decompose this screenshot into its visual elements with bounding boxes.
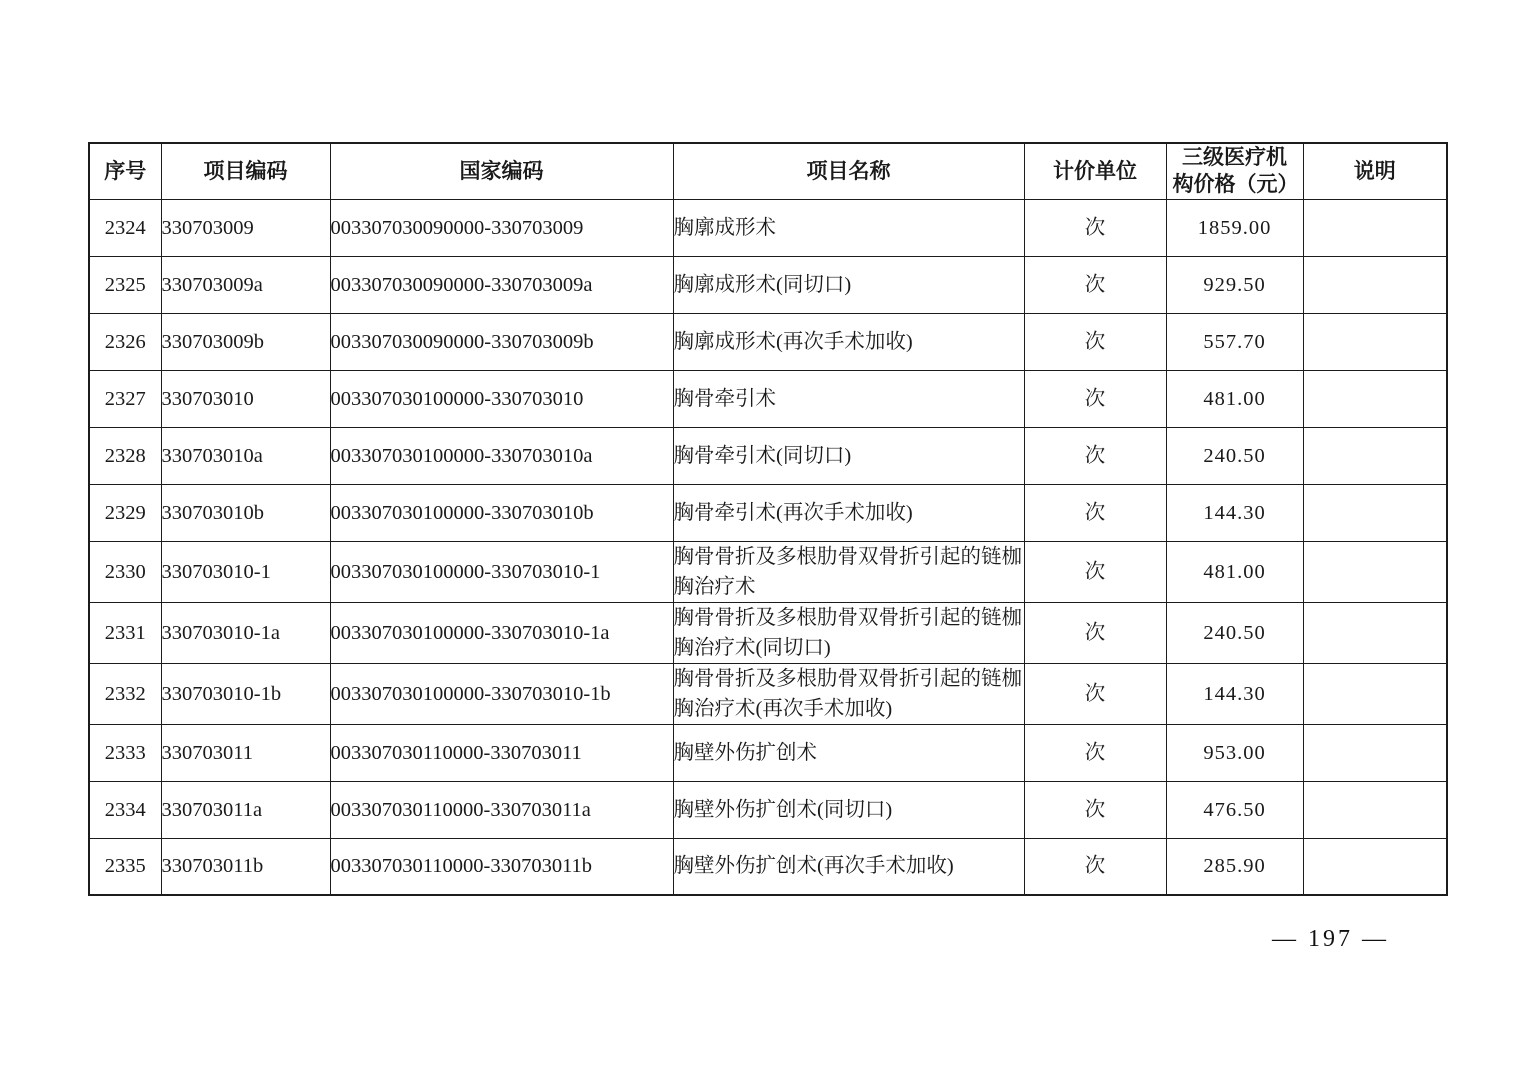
cell-national_code: 003307030090000-330703009: [330, 199, 673, 256]
cell-serial: 2327: [89, 370, 161, 427]
cell-unit: 次: [1024, 663, 1166, 724]
cell-item_name: 胸廓成形术(再次手术加收): [673, 313, 1024, 370]
cell-price: 144.30: [1166, 484, 1303, 541]
cell-item_name: 胸廓成形术(同切口): [673, 256, 1024, 313]
cell-national_code: 003307030100000-330703010b: [330, 484, 673, 541]
cell-item_name: 胸骨骨折及多根肋骨双骨折引起的链枷胸治疗术(再次手术加收): [673, 663, 1024, 724]
cell-serial: 2335: [89, 838, 161, 895]
cell-price: 557.70: [1166, 313, 1303, 370]
table-row: [89, 724, 1447, 781]
cell-unit: 次: [1024, 484, 1166, 541]
cell-item_name: 胸廓成形术: [673, 199, 1024, 256]
cell-serial: 2334: [89, 781, 161, 838]
page-number: — 197 —: [1272, 926, 1389, 952]
table-row: [89, 199, 1447, 256]
cell-unit: 次: [1024, 838, 1166, 895]
cell-note: [1303, 484, 1447, 541]
cell-unit: 次: [1024, 427, 1166, 484]
cell-item_name: 胸骨骨折及多根肋骨双骨折引起的链枷胸治疗术(同切口): [673, 602, 1024, 663]
cell-price: 285.90: [1166, 838, 1303, 895]
cell-note: [1303, 370, 1447, 427]
cell-serial: 2328: [89, 427, 161, 484]
cell-item_code: 330703010-1a: [161, 602, 330, 663]
table-row: [89, 663, 1447, 724]
cell-national_code: 003307030100000-330703010a: [330, 427, 673, 484]
cell-item_code: 330703010-1b: [161, 663, 330, 724]
column-header-national_code: 国家编码: [330, 143, 673, 199]
cell-unit: 次: [1024, 199, 1166, 256]
cell-note: [1303, 427, 1447, 484]
cell-item_name: 胸骨牵引术(再次手术加收): [673, 484, 1024, 541]
table-row: [89, 370, 1447, 427]
column-header-note: 说明: [1303, 143, 1447, 199]
cell-serial: 2331: [89, 602, 161, 663]
cell-price: 1859.00: [1166, 199, 1303, 256]
column-header-unit: 计价单位: [1024, 143, 1166, 199]
cell-note: [1303, 663, 1447, 724]
cell-item_code: 330703010b: [161, 484, 330, 541]
cell-price: 481.00: [1166, 541, 1303, 602]
table-row: [89, 602, 1447, 663]
table-row: [89, 781, 1447, 838]
cell-item_name: 胸骨骨折及多根肋骨双骨折引起的链枷胸治疗术: [673, 541, 1024, 602]
cell-price: 240.50: [1166, 427, 1303, 484]
cell-national_code: 003307030110000-330703011a: [330, 781, 673, 838]
table-row: [89, 838, 1447, 895]
cell-note: [1303, 541, 1447, 602]
cell-national_code: 003307030090000-330703009b: [330, 313, 673, 370]
cell-serial: 2333: [89, 724, 161, 781]
cell-note: [1303, 256, 1447, 313]
table-row: [89, 256, 1447, 313]
cell-price: 481.00: [1166, 370, 1303, 427]
cell-item_code: 330703010-1: [161, 541, 330, 602]
cell-national_code: 003307030090000-330703009a: [330, 256, 673, 313]
cell-unit: 次: [1024, 781, 1166, 838]
cell-price: 144.30: [1166, 663, 1303, 724]
cell-item_code: 330703011b: [161, 838, 330, 895]
cell-item_code: 330703009a: [161, 256, 330, 313]
cell-serial: 2330: [89, 541, 161, 602]
cell-unit: 次: [1024, 724, 1166, 781]
cell-serial: 2324: [89, 199, 161, 256]
cell-item_code: 330703009: [161, 199, 330, 256]
cell-national_code: 003307030110000-330703011b: [330, 838, 673, 895]
cell-national_code: 003307030100000-330703010-1a: [330, 602, 673, 663]
table-body: [89, 199, 1447, 895]
cell-item_code: 330703011a: [161, 781, 330, 838]
cell-unit: 次: [1024, 313, 1166, 370]
column-header-serial: 序号: [89, 143, 161, 199]
table-row: [89, 541, 1447, 602]
cell-serial: 2325: [89, 256, 161, 313]
cell-national_code: 003307030110000-330703011: [330, 724, 673, 781]
cell-item_code: 330703010a: [161, 427, 330, 484]
column-header-item_code: 项目编码: [161, 143, 330, 199]
cell-unit: 次: [1024, 370, 1166, 427]
cell-serial: 2329: [89, 484, 161, 541]
price-table: [88, 142, 1448, 896]
cell-serial: 2332: [89, 663, 161, 724]
cell-item_name: 胸骨牵引术(同切口): [673, 427, 1024, 484]
cell-unit: 次: [1024, 256, 1166, 313]
cell-note: [1303, 602, 1447, 663]
table-row: [89, 313, 1447, 370]
cell-price: 929.50: [1166, 256, 1303, 313]
table-row: [89, 484, 1447, 541]
cell-note: [1303, 838, 1447, 895]
cell-unit: 次: [1024, 541, 1166, 602]
cell-item_code: 330703011: [161, 724, 330, 781]
cell-item_name: 胸壁外伤扩创术(同切口): [673, 781, 1024, 838]
column-header-item_name: 项目名称: [673, 143, 1024, 199]
cell-note: [1303, 313, 1447, 370]
cell-item_name: 胸壁外伤扩创术: [673, 724, 1024, 781]
cell-price: 240.50: [1166, 602, 1303, 663]
cell-serial: 2326: [89, 313, 161, 370]
cell-item_name: 胸骨牵引术: [673, 370, 1024, 427]
cell-price: 953.00: [1166, 724, 1303, 781]
cell-item_code: 330703010: [161, 370, 330, 427]
cell-price: 476.50: [1166, 781, 1303, 838]
cell-item_name: 胸壁外伤扩创术(再次手术加收): [673, 838, 1024, 895]
table-row: [89, 427, 1447, 484]
cell-item_code: 330703009b: [161, 313, 330, 370]
cell-note: [1303, 199, 1447, 256]
column-header-price: 三级医疗机构价格（元）: [1166, 143, 1303, 199]
header-row: [89, 143, 1447, 199]
cell-note: [1303, 781, 1447, 838]
cell-national_code: 003307030100000-330703010-1b: [330, 663, 673, 724]
cell-national_code: 003307030100000-330703010: [330, 370, 673, 427]
cell-national_code: 003307030100000-330703010-1: [330, 541, 673, 602]
cell-note: [1303, 724, 1447, 781]
cell-unit: 次: [1024, 602, 1166, 663]
